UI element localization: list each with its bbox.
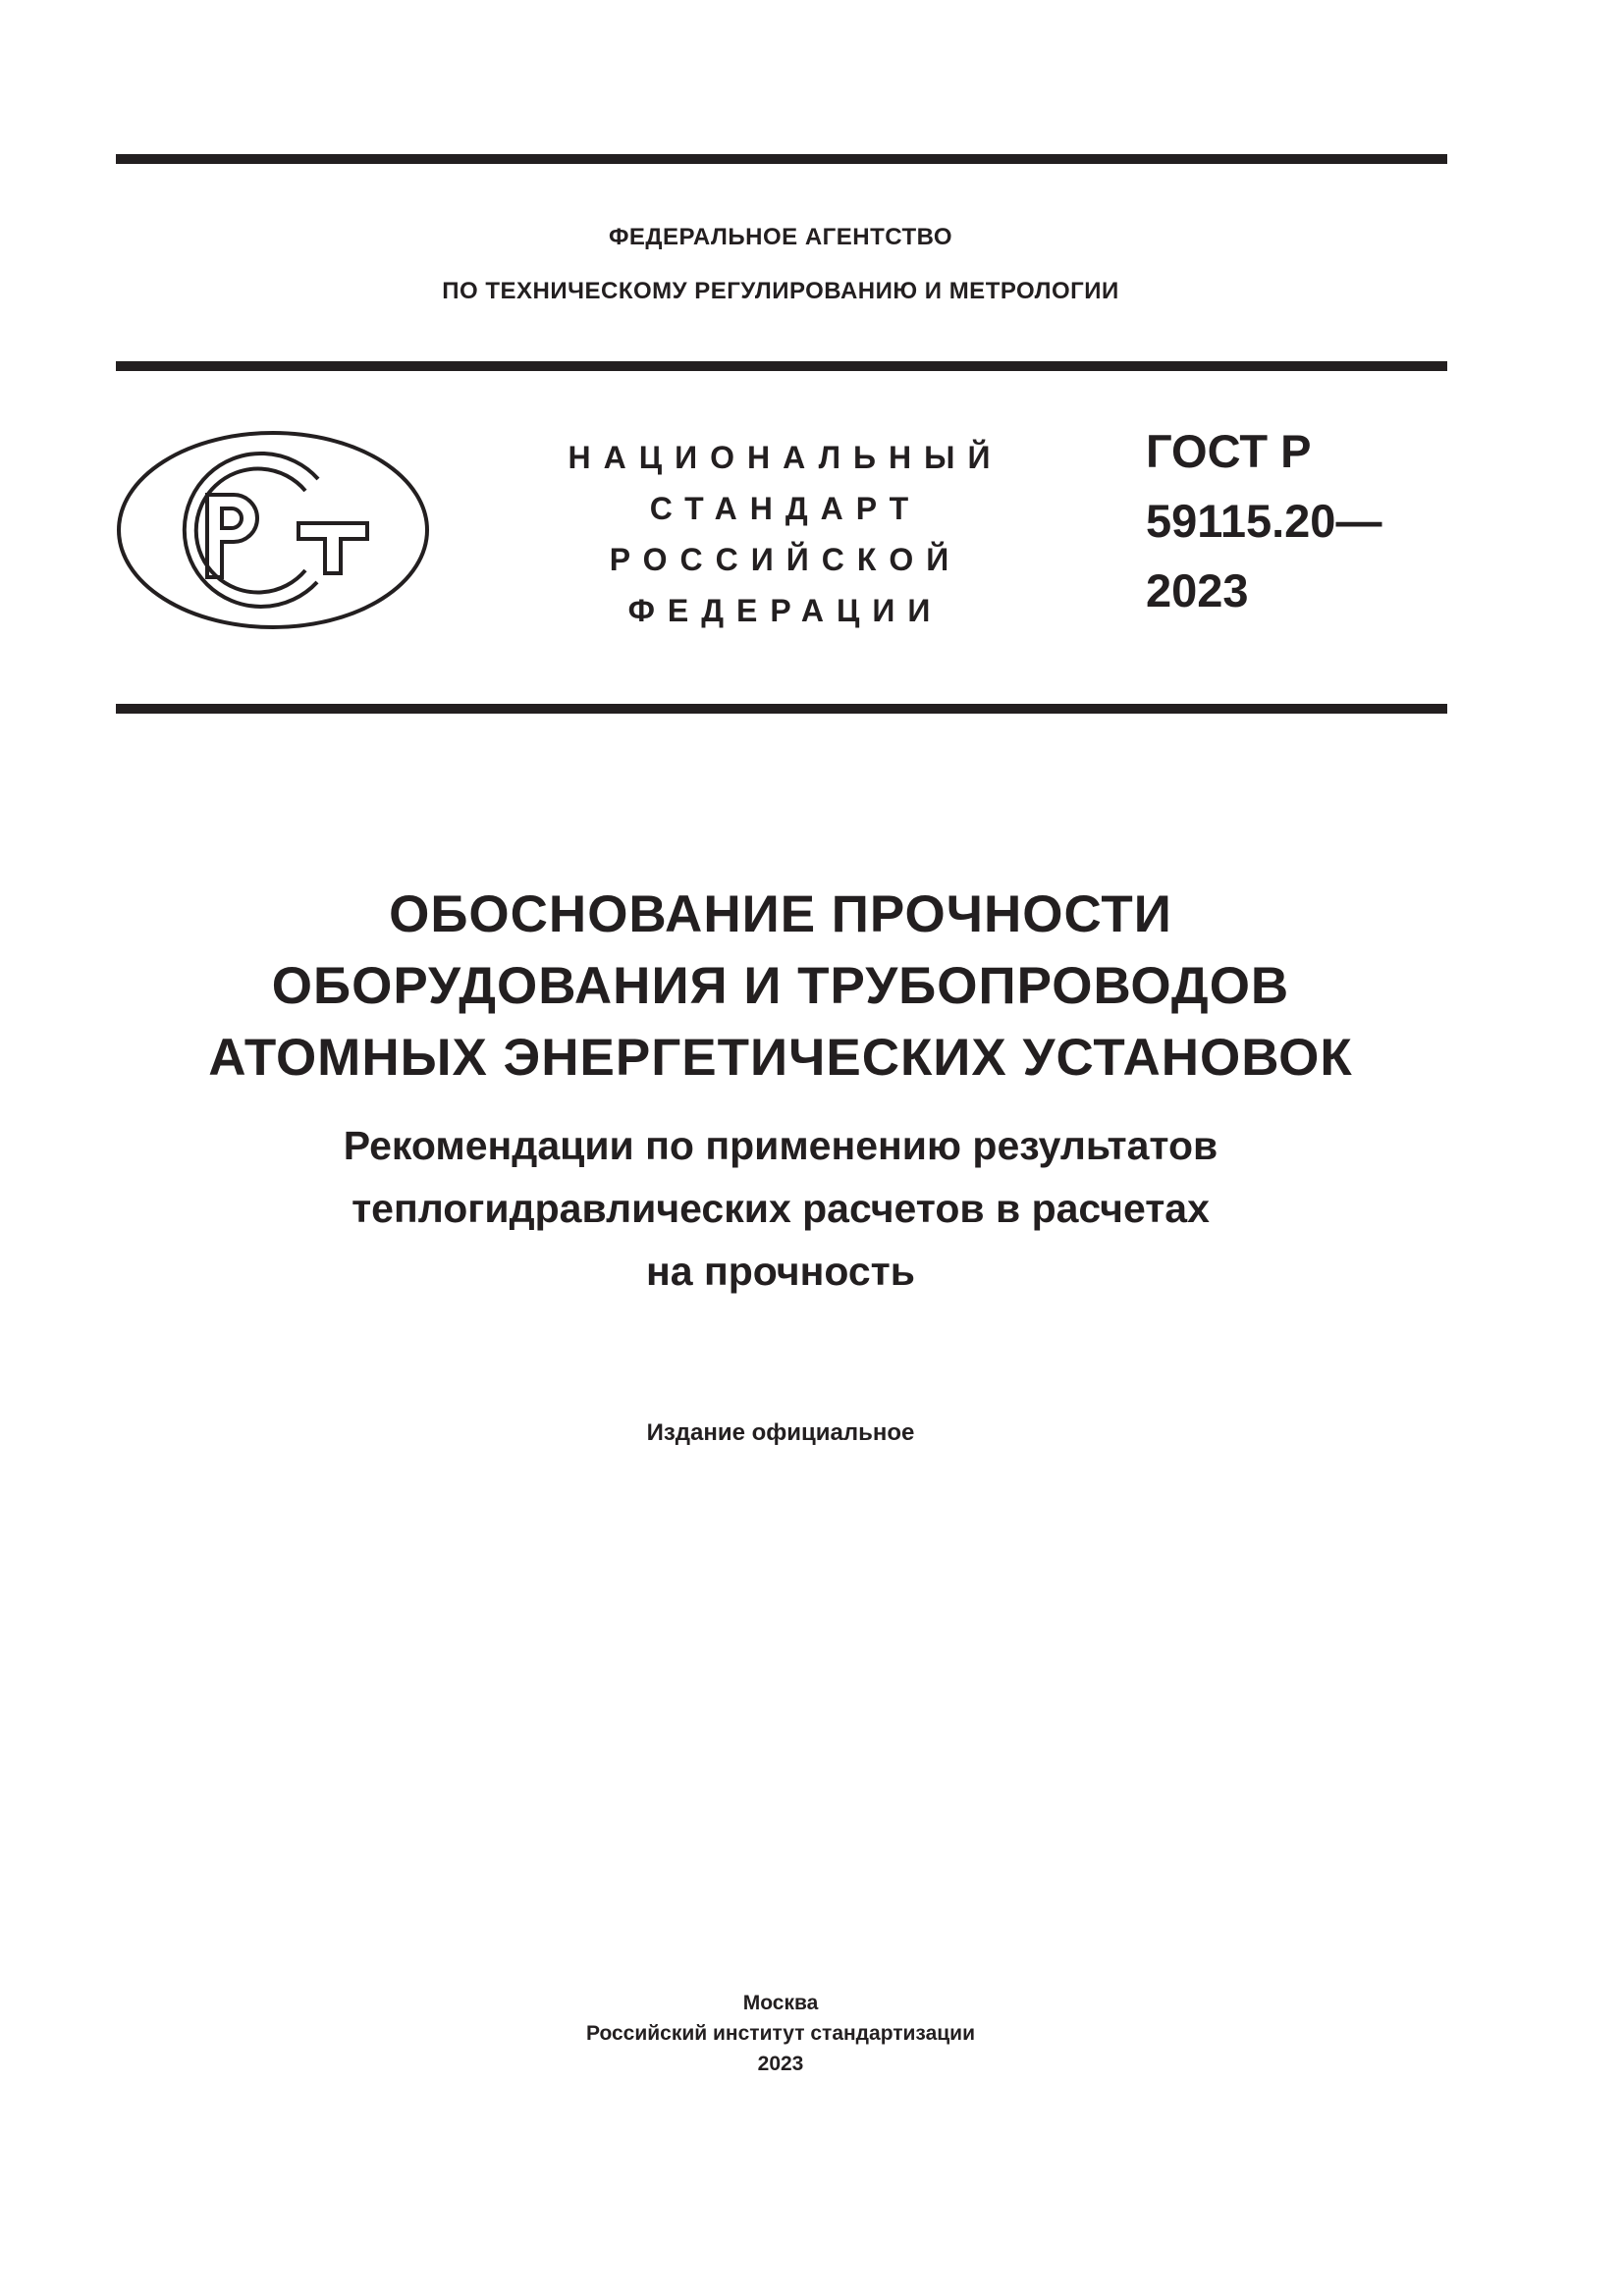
imprint-publisher: Российский институт стандартизации xyxy=(585,2022,976,2045)
standard-kind-line: ФЕДЕРАЦИИ xyxy=(627,593,944,628)
standard-number-line: 59115.20— xyxy=(1146,495,1382,547)
standard-number-line: 2023 xyxy=(1146,564,1249,616)
document-title-line: ОБОРУДОВАНИЯ И ТРУБОПРОВОДОВ xyxy=(271,957,1290,1015)
header-bottom-rule xyxy=(116,704,1447,714)
imprint-year: 2023 xyxy=(757,2053,804,2075)
document-subtitle-line: Рекомендации по применению результатов xyxy=(343,1123,1218,1168)
document-title-line: ОБОСНОВАНИЕ ПРОЧНОСТИ xyxy=(389,885,1172,943)
standard-kind-line: НАЦИОНАЛЬНЫЙ xyxy=(568,440,1003,475)
top-rule xyxy=(116,154,1447,164)
agency-name-line-1: ФЕДЕРАЛЬНОЕ АГЕНТСТВО xyxy=(608,224,953,250)
document-subtitle-line: теплогидравлических расчетов в расчетах xyxy=(352,1186,1210,1231)
document-subtitle-line: на прочность xyxy=(646,1249,915,1294)
document-title-line: АТОМНЫХ ЭНЕРГЕТИЧЕСКИХ УСТАНОВОК xyxy=(208,1029,1353,1087)
agency-name-line-2: ПО ТЕХНИЧЕСКОМУ РЕГУЛИРОВАНИЮ И МЕТРОЛОГИИ xyxy=(442,278,1119,304)
standard-number-line: ГОСТ Р xyxy=(1146,425,1312,477)
edition-label: Издание официальное xyxy=(646,1419,915,1446)
header-rule xyxy=(116,361,1447,371)
rst-mark-icon xyxy=(116,430,430,630)
standard-kind-line: СТАНДАРТ xyxy=(649,491,922,526)
imprint-city: Москва xyxy=(742,1992,819,2014)
standard-kind-line: РОССИЙСКОЙ xyxy=(609,542,962,577)
